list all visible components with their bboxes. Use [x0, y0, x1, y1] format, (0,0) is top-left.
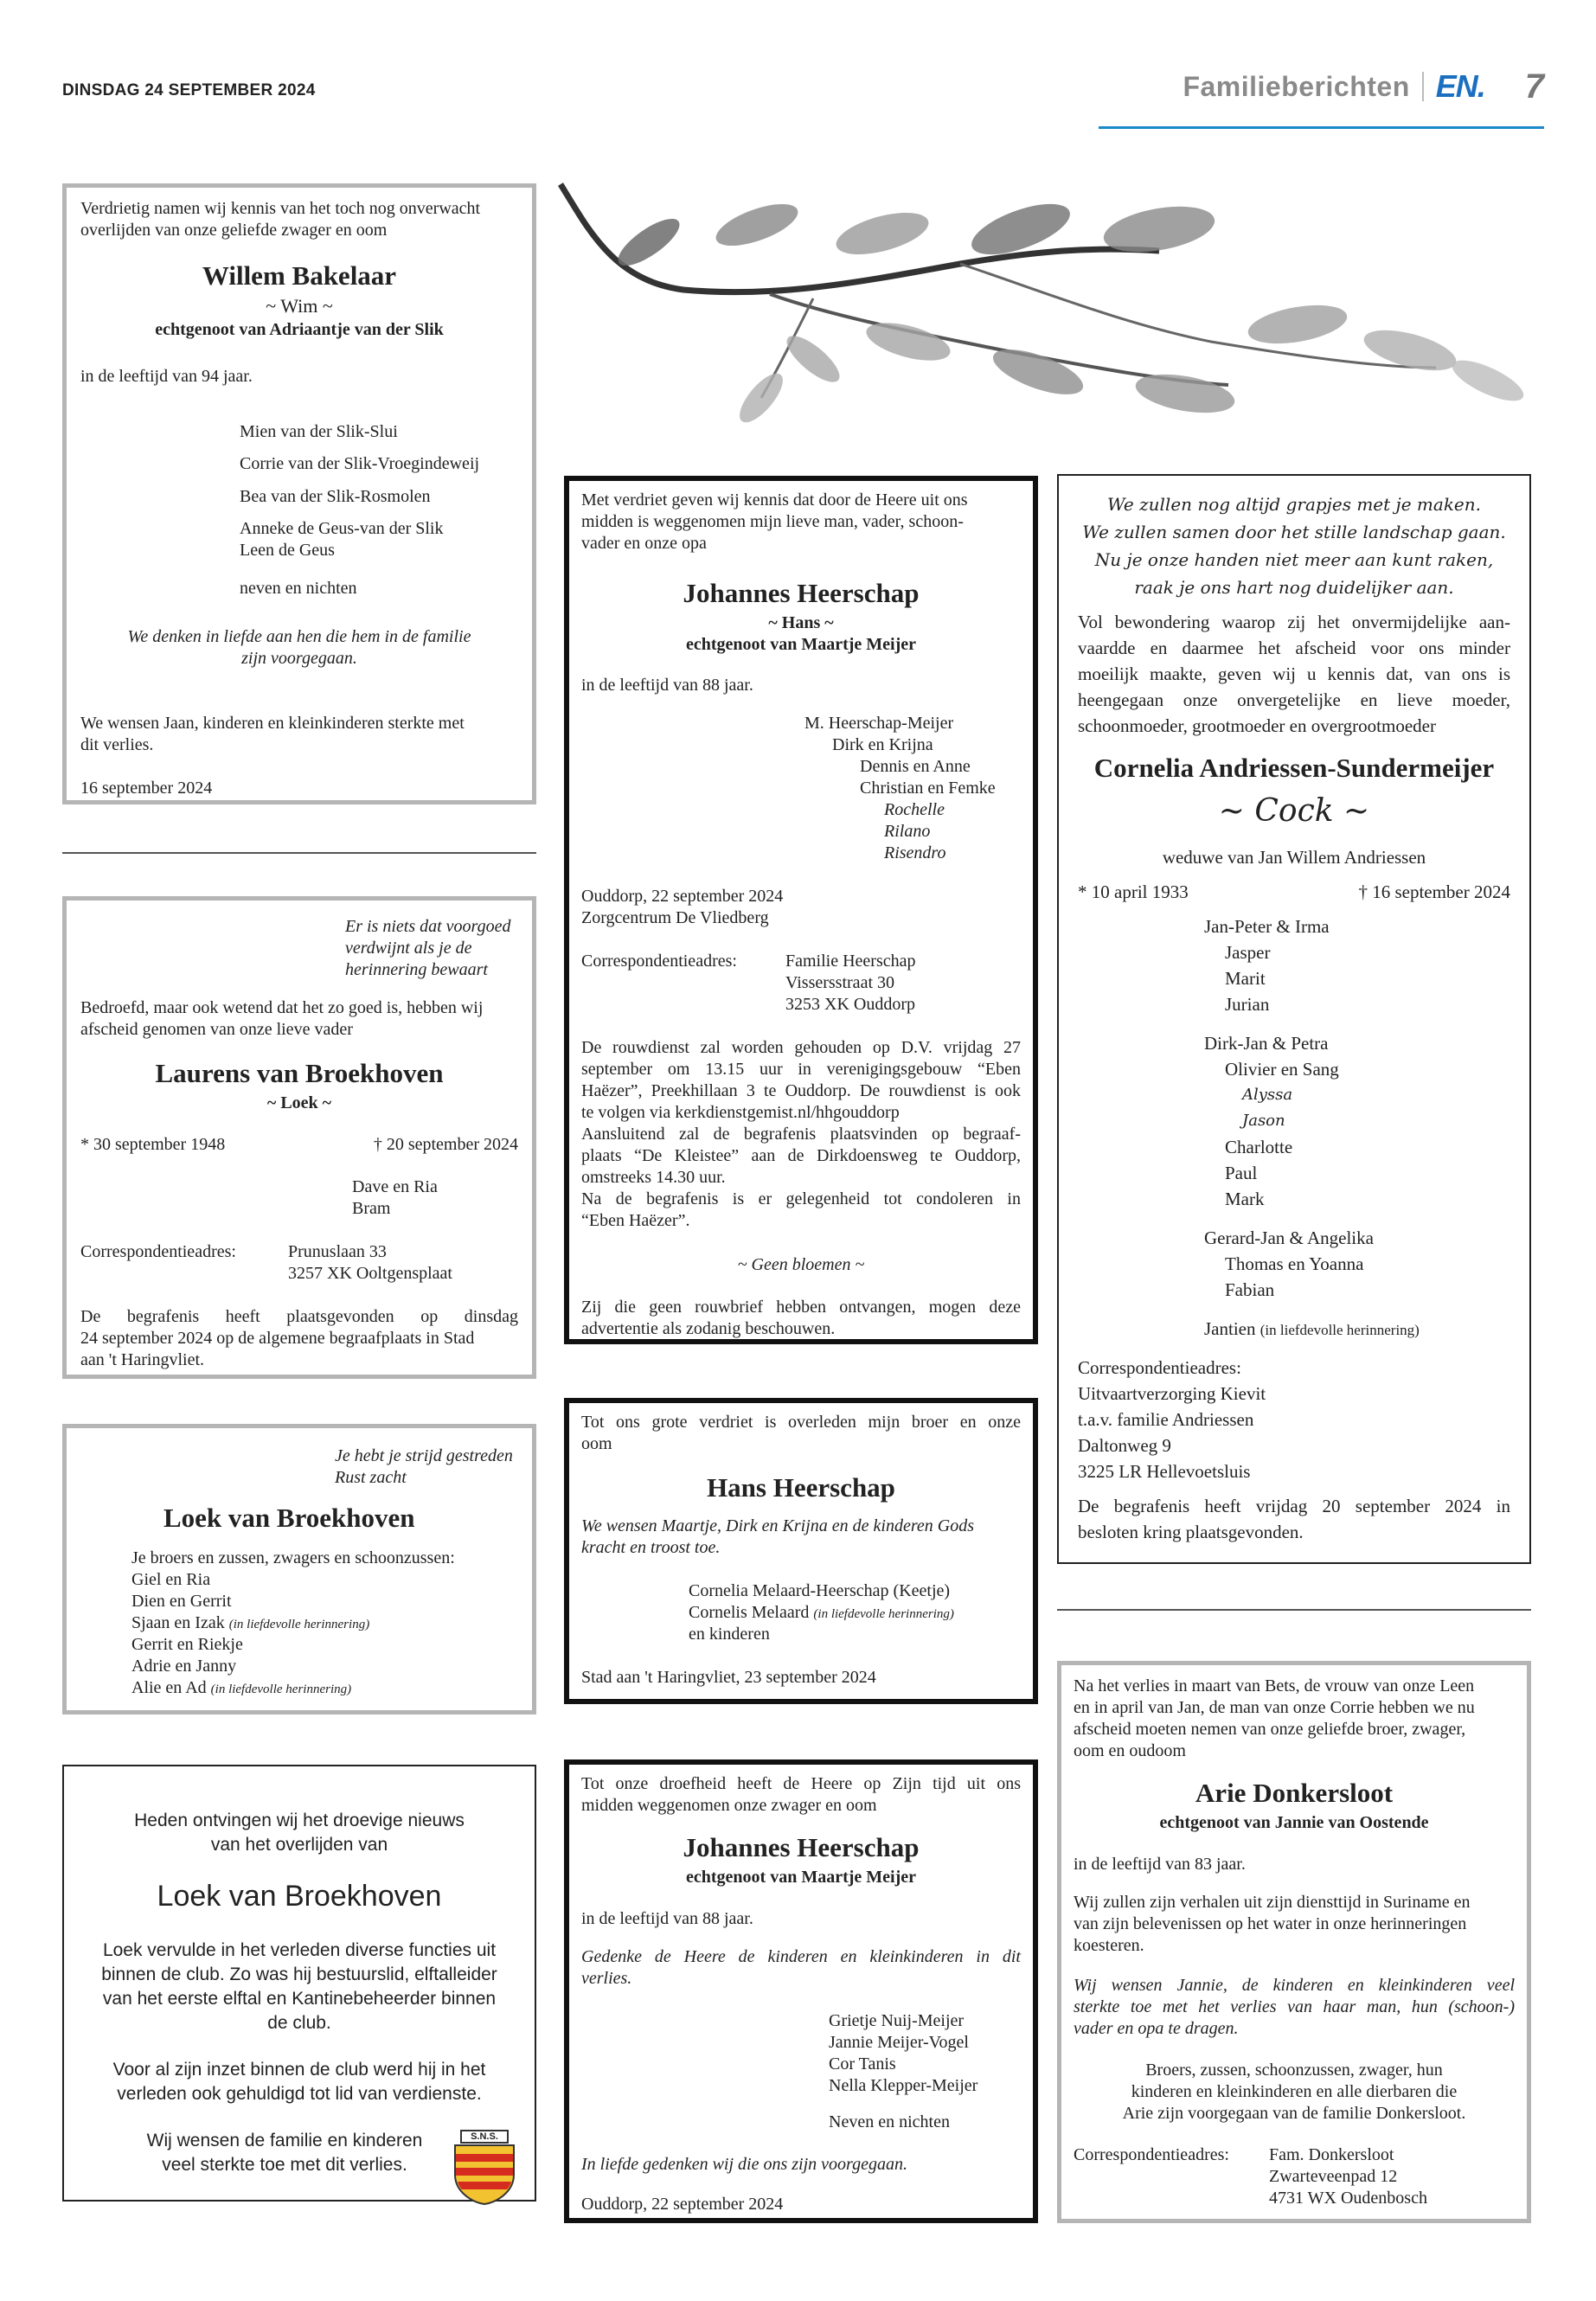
nickname: ~ Wim ~ [266, 295, 333, 317]
family-line: Broers, zussen, schoonzussen, zwager, hun [1145, 2061, 1443, 2080]
ad-date: 16 september 2024 [80, 779, 213, 798]
grandchild: Jason [1242, 1112, 1285, 1130]
closing-line: Zij die geen rouwbrief hebben ontvangen, mogen deze [581, 1298, 1021, 1317]
family-member: Gerard-Jan & Angelika [1204, 1227, 1374, 1248]
family-member: Dirk en Krijna [832, 735, 933, 754]
family-member: Fabian [1225, 1279, 1275, 1300]
poem-line: We zullen nog altijd grapjes met je maken. [1106, 494, 1482, 515]
nickname: ~ Hans ~ [768, 613, 834, 632]
leaf [733, 367, 790, 428]
family-member: Gerrit en Riekje [131, 1635, 243, 1654]
story-line: van zijn belevenissen op het water in onze herinneringen [1074, 1914, 1467, 1933]
leaf [832, 204, 933, 262]
leaf [1447, 352, 1529, 408]
family-member: Jan-Peter & Irma [1204, 916, 1330, 937]
header-rule [1099, 126, 1544, 129]
correspondence-line: t.a.v. familie Andriessen [1078, 1409, 1254, 1430]
leaf [711, 195, 803, 254]
death-date: † 20 september 2024 [373, 1135, 518, 1154]
service-line: september om 13.15 uur in verenigingsgebouw “Eben [581, 1060, 1021, 1079]
nickname: ~ Loek ~ [266, 1093, 332, 1112]
family-member: Anneke de Geus-van der Slik [240, 519, 444, 538]
family-member: Cornelis Melaard (in liefdevolle herinnering) [689, 1603, 954, 1622]
notice-wish: veel sterkte toe met dit verlies. [162, 2155, 407, 2175]
obituary-laurens-van-broekhoven [62, 896, 536, 1379]
section-title: Familieberichten [1183, 70, 1410, 102]
header-divider [1422, 72, 1424, 101]
leaf-branch-illustration [554, 177, 1548, 428]
family-member: Jantien (in liefdevolle herinnering) [1204, 1318, 1420, 1339]
shield-stripe [458, 2182, 511, 2189]
family-member: Cornelia Melaard-Heerschap (Keetje) [689, 1581, 951, 1600]
intro-line: en in april van Jan, de man van onze Corrie hebben we nu [1074, 1698, 1475, 1717]
obituary-johannes-heerschap-2 [564, 1759, 1038, 2223]
family-member: Corrie van der Slik-Vroegindeweij [240, 454, 480, 473]
intro-line: overlijden van onze geliefde zwager en oom [80, 221, 388, 240]
poem-line: raak je ons hart nog duidelijker aan. [1134, 577, 1454, 598]
intro-line: moeilijk maakte, geven wij u kennis dat, van ons is [1078, 663, 1510, 684]
birth-date: * 10 april 1933 [1078, 881, 1189, 902]
intro-line: oom en oudoom [1074, 1741, 1186, 1760]
branch-twig [960, 264, 1436, 368]
poem-line: We zullen samen door het stille landschap gaan. [1082, 522, 1506, 542]
quote-line: Er is niets dat voorgoed [345, 917, 511, 936]
funeral-line: besloten kring plaatsgevonden. [1078, 1522, 1304, 1542]
memory-note: (in liefdevolle herinnering) [1259, 1322, 1420, 1338]
family-member: Dave en Ria [352, 1177, 438, 1196]
wish-line: sterkte toe met het verlies van haar man, hun (schoon-) [1074, 1997, 1515, 2016]
service-line: omstreeks 14.30 uur. [581, 1168, 726, 1187]
obituary-cornelia-andriessen [1057, 474, 1531, 1564]
family-member: Alie en Ad (in liefdevolle herinnering) [131, 1678, 352, 1697]
remembrance-line: zijn voorgegaan. [241, 649, 357, 668]
branch-twig [770, 294, 1228, 385]
intro-line: Vol bewondering waarop zij het onvermijdelijke aan- [1078, 612, 1510, 632]
remembrance-line: We denken in liefde aan hen die hem in de familie [127, 627, 471, 646]
grandchild: Alyssa [1242, 1086, 1293, 1104]
correspondence-label: Correspondentieadres: [80, 1242, 236, 1261]
family-member: Neven en nichten [829, 2112, 950, 2131]
leaf [612, 211, 686, 274]
notice-paragraph: Voor al zijn inzet binnen de club werd hij in het [112, 2060, 486, 2080]
family-member: Charlotte [1225, 1137, 1293, 1157]
service-line: te volgen via kerkdienstgemist.nl/hhgouddorp [581, 1103, 900, 1122]
grandchild: Risendro [884, 843, 946, 862]
service-line: Aansluitend zal de begrafenis plaatsvinden op begraaf- [581, 1125, 1021, 1144]
leaf [1360, 322, 1460, 378]
family-member: Jasper [1225, 942, 1271, 963]
death-date: † 16 september 2024 [1358, 881, 1510, 902]
shield-stripe [456, 2154, 513, 2162]
birth-date: * 30 september 1948 [80, 1135, 226, 1154]
funeral-line: aan 't Haringvliet. [80, 1350, 204, 1369]
remembrance-line: In liefde gedenken wij die ons zijn voorgegaan. [581, 2155, 907, 2174]
intro-line: afscheid moeten nemen van onze geliefde broer, zwager, [1074, 1720, 1466, 1739]
funeral-line: 24 september 2024 op de algemene begraafplaats in Stad [80, 1329, 475, 1348]
column-separator [62, 852, 536, 854]
place-line: Zorgcentrum De Vliedberg [581, 908, 769, 927]
age-line: in de leeftijd van 94 jaar. [80, 367, 253, 386]
family-member: Dirk-Jan & Petra [1204, 1033, 1329, 1054]
obituary-hans-heerschap [564, 1398, 1038, 1704]
intro-line: Tot ons grote verdriet is overleden mijn broer en onze [581, 1413, 1021, 1432]
poem-line: Nu je onze handen niet meer aan kunt raken, [1094, 549, 1494, 570]
service-line: plaats “De Kleistee” aan de Dirkdoensweg te Ouddorp, [581, 1146, 1021, 1165]
family-line: kinderen en kleinkinderen en alle dierbaren die [1131, 2082, 1458, 2101]
closing-line: advertentie als zodanig beschouwen. [581, 1319, 836, 1338]
no-flowers-note: ~ Geen bloemen ~ [737, 1255, 865, 1274]
club-logo-text: S.N.S. [460, 2130, 509, 2144]
deceased-name: Arie Donkersloot [1195, 1778, 1394, 1808]
correspondence-line: 3225 LR Hellevoetsluis [1078, 1461, 1251, 1482]
family-member: Mark [1225, 1189, 1265, 1209]
spouse-line: echtgenoot van Jannie van Oostende [1159, 1813, 1429, 1832]
correspondence-line: Familie Heerschap [785, 952, 916, 971]
obituary-willem-bakelaar [62, 183, 536, 804]
intro-line: Met verdriet geven wij kennis dat door de Heere uit ons [581, 490, 968, 510]
memory-note: (in liefdevolle herinnering) [228, 1618, 370, 1631]
correspondence-line: Prunuslaan 33 [288, 1242, 387, 1261]
correspondence-label: Correspondentieadres: [1074, 2145, 1229, 2164]
issue-date: DINSDAG 24 SEPTEMBER 2024 [62, 81, 316, 99]
funeral-line: De begrafenis heeft vrijdag 20 september 2024 in [1078, 1496, 1510, 1516]
quote-line: Je hebt je strijd gestreden [335, 1446, 513, 1465]
quote-line: verdwijnt als je de [345, 939, 472, 958]
intro-line: Verdrietig namen wij kennis van het toch nog onverwacht [80, 199, 481, 218]
notice-intro: van het overlijden van [210, 1835, 388, 1855]
leaf [780, 329, 846, 389]
family-member: Dien en Gerrit [131, 1592, 232, 1611]
family-member: Nella Klepper-Meijer [829, 2076, 978, 2095]
family-intro: Je broers en zussen, zwagers en schoonzussen: [131, 1548, 455, 1567]
intro-line: Bedroefd, maar ook wetend dat het zo goed is, hebben wij [80, 998, 484, 1017]
widow-line: weduwe van Jan Willem Andriessen [1162, 847, 1426, 868]
service-line: Haëzer”, Preekhillaan 3 te Ouddorp. De rouwdienst is ook [581, 1081, 1021, 1100]
family-member: Jurian [1225, 994, 1270, 1015]
wish-line: Wij wensen Jannie, de kinderen en kleinkinderen veel [1074, 1976, 1515, 1995]
age-line: in de leeftijd van 88 jaar. [581, 676, 753, 695]
family-member: neven en nichten [240, 579, 357, 598]
notice-paragraph: Loek vervulde in het verleden diverse functies uit [102, 1940, 497, 1960]
deceased-name: Loek van Broekhoven [157, 1880, 442, 1913]
family-member: Dennis en Anne [860, 757, 971, 776]
newspaper-logo: EN. [1435, 68, 1485, 104]
family-member: Giel en Ria [131, 1570, 211, 1589]
family-member: Adrie en Janny [131, 1657, 237, 1676]
story-line: koesteren. [1074, 1936, 1144, 1955]
column-separator [1057, 1609, 1531, 1611]
prayer-line: Gedenke de Heere de kinderen en kleinkinderen in dit [581, 1947, 1021, 1966]
obituary-johannes-heerschap [564, 476, 1038, 1344]
deceased-name: Loek van Broekhoven [163, 1503, 415, 1533]
quote-line: Rust zacht [335, 1468, 407, 1487]
spouse-line: echtgenoot van Maartje Meijer [686, 635, 916, 654]
deceased-name: Willem Bakelaar [202, 260, 397, 291]
correspondence-line: Daltonweg 9 [1078, 1435, 1171, 1456]
nickname: ~ Cock ~ [1218, 793, 1370, 829]
intro-line: vaardde en daarmee het afscheid voor ons minder [1078, 638, 1510, 658]
quote-line: herinnering bewaart [345, 960, 488, 979]
wish-line: dit verlies. [80, 735, 154, 754]
family-member: Thomas en Yoanna [1225, 1253, 1364, 1274]
club-shield-icon [452, 2142, 517, 2206]
wish-line: kracht en troost toe. [581, 1538, 721, 1557]
correspondence-line: 3257 XK Ooltgensplaat [288, 1264, 452, 1283]
intro-line: heengegaan onze onvergetelijke en lieve moeder, [1078, 689, 1510, 710]
club-logo [452, 2130, 517, 2208]
page-number: 7 [1524, 67, 1544, 106]
deceased-name: Hans Heerschap [707, 1472, 895, 1503]
family-member: Bea van der Slik-Rosmolen [240, 487, 431, 506]
notice-intro: Heden ontvingen wij het droevige nieuws [134, 1811, 465, 1830]
shield-stripe [456, 2168, 513, 2176]
family-member: Jannie Meijer-Vogel [829, 2033, 969, 2052]
family-member: Olivier en Sang [1225, 1059, 1339, 1080]
service-line: De rouwdienst zal worden gehouden op D.V. vrijdag 27 [581, 1038, 1021, 1057]
spouse-line: echtgenoot van Maartje Meijer [686, 1868, 916, 1887]
deceased-name: Johannes Heerschap [683, 578, 920, 608]
notice-paragraph: van het eerste elftal en Kantinebeheerder binnen [102, 1989, 497, 2009]
family-member: M. Heerschap-Meijer [804, 714, 954, 733]
correspondence-line: 4731 WX Oudenbosch [1269, 2189, 1427, 2208]
intro-line: midden is weggenomen mijn lieve man, vader, schoon- [581, 512, 964, 531]
deceased-name: Cornelia Andriessen-Sundermeijer [1093, 753, 1495, 783]
funeral-line: De begrafenis heeft plaatsgevonden op dinsdag [80, 1307, 518, 1326]
intro-line: midden weggenomen onze zwager en oom [581, 1796, 877, 1815]
place-date: Ouddorp, 22 september 2024 [581, 887, 784, 906]
correspondence-line: Zwarteveenpad 12 [1269, 2167, 1398, 2186]
grandchild: Rochelle [884, 800, 945, 819]
intro-line: vader en onze opa [581, 534, 707, 553]
deceased-name: Johannes Heerschap [683, 1832, 920, 1862]
page-header [1183, 69, 1544, 104]
family-member: Cor Tanis [829, 2054, 896, 2073]
deceased-name: Laurens van Broekhoven [155, 1058, 444, 1088]
place-date: Stad aan 't Haringvliet, 23 september 2024 [581, 1668, 876, 1687]
family-member: Paul [1225, 1163, 1258, 1183]
family-member: Sjaan en Izak (in liefdevolle herinnering) [131, 1613, 370, 1632]
wish-line: vader en opa te dragen. [1074, 2019, 1239, 2038]
age-line: in de leeftijd van 88 jaar. [581, 1909, 753, 1928]
notice-paragraph: binnen de club. Zo was hij bestuurslid, elftalleider [101, 1965, 497, 1984]
notice-paragraph: de club. [267, 2013, 331, 2033]
spouse-line: echtgenoot van Adriaantje van der Slik [155, 320, 444, 339]
leaf [1245, 298, 1349, 350]
service-line: “Eben Haëzer”. [581, 1211, 690, 1230]
family-member: Mien van der Slik-Slui [240, 422, 398, 441]
correspondence-label: Correspondentieadres: [581, 952, 737, 971]
family-member: Grietje Nuij-Meijer [829, 2011, 965, 2030]
prayer-line: verlies. [581, 1969, 632, 1988]
intro-line: schoonmoeder, grootmoeder en overgrootmoeder [1078, 715, 1436, 736]
intro-line: Tot onze droefheid heeft de Heere op Zijn tijd uit ons [581, 1774, 1021, 1793]
notice-paragraph: verleden ook gehuldigd tot lid van verdienste. [117, 2084, 482, 2104]
correspondence-line: Vissersstraat 30 [785, 973, 894, 992]
wish-line: We wensen Jaan, kinderen en kleinkinderen sterkte met [80, 714, 465, 733]
correspondence-line: Uitvaartverzorging Kievit [1078, 1383, 1266, 1404]
family-member: Christian en Femke [860, 779, 996, 798]
story-line: Wij zullen zijn verhalen uit zijn diensttijd in Suriname en [1074, 1893, 1471, 1912]
intro-line: Na het verlies in maart van Bets, de vrouw van onze Leen [1074, 1676, 1475, 1695]
memory-note: (in liefdevolle herinnering) [210, 1682, 352, 1696]
age-line: in de leeftijd van 83 jaar. [1074, 1855, 1246, 1874]
club-notice-loek [62, 1765, 536, 2202]
correspondence-line: 3253 XK Ouddorp [785, 995, 915, 1014]
correspondence-line: Fam. Donkersloot [1269, 2145, 1394, 2164]
grandchild: Rilano [884, 822, 931, 841]
family-member: Leen de Geus [240, 541, 335, 560]
family-member: Marit [1225, 968, 1266, 989]
service-line: Na de begrafenis is er gelegenheid tot condoleren in [581, 1189, 1021, 1208]
notice-wish: Wij wensen de familie en kinderen [146, 2131, 423, 2150]
memory-note: (in liefdevolle herinnering) [813, 1607, 954, 1621]
wish-line: We wensen Maartje, Dirk en Krijna en de kinderen Gods [581, 1516, 974, 1535]
family-line: Arie zijn voorgegaan van de familie Donkersloot. [1122, 2104, 1466, 2123]
obituary-arie-donkersloot [1057, 1661, 1531, 2223]
family-member: Bram [352, 1199, 391, 1218]
family-member: en kinderen [689, 1625, 770, 1644]
intro-line: oom [581, 1434, 612, 1453]
obituary-loek-family [62, 1424, 536, 1715]
place-date: Ouddorp, 22 september 2024 [581, 2195, 784, 2214]
correspondence-line: Correspondentieadres: [1078, 1357, 1241, 1378]
intro-line: afscheid genomen van onze lieve vader [80, 1020, 353, 1039]
